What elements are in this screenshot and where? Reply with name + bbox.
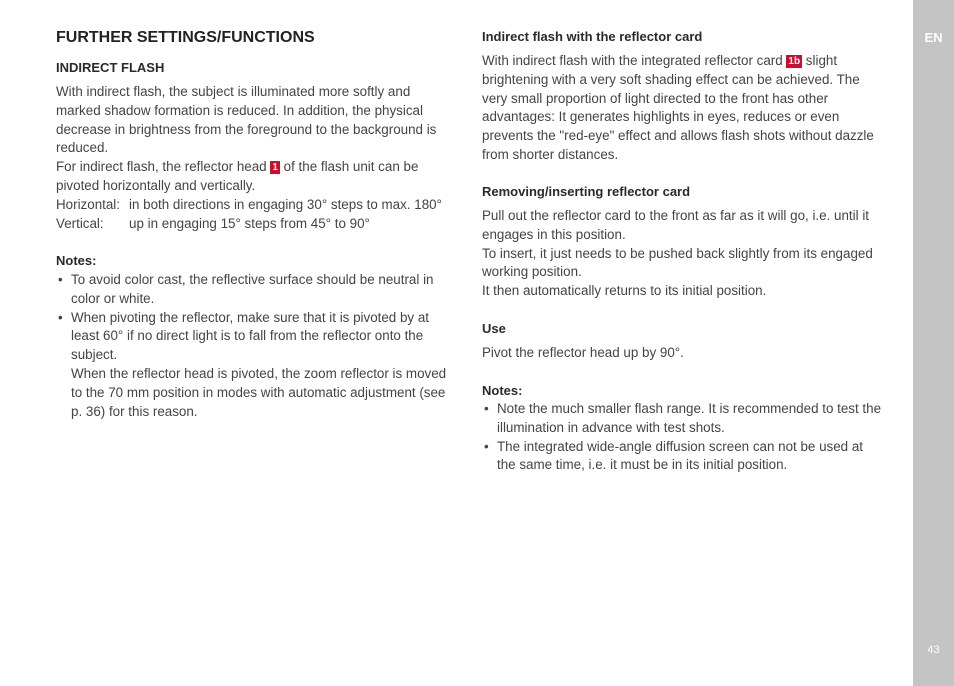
horizontal-label: Horizontal: <box>56 197 121 212</box>
heading-removing: Removing/inserting reflector card <box>482 184 691 199</box>
page-number: 43 <box>927 644 940 656</box>
use-paragraph: Pivot the reflector head up by 90°. <box>482 345 684 360</box>
notes-list <box>482 400 882 475</box>
language-sidebar <box>913 0 954 686</box>
text: For indirect flash, the reflector head <box>56 159 271 174</box>
notes-heading: Notes: <box>56 253 97 268</box>
vertical-label: Vertical: <box>56 215 104 231</box>
vertical-text: up in engaging 15° steps from 45° to 90° <box>129 215 370 231</box>
subheading-indirect-flash: INDIRECT FLASH <box>56 60 165 75</box>
language-tab[interactable]: EN <box>924 30 943 45</box>
notes-list <box>56 271 456 421</box>
horizontal-text: in both directions in engaging 30° steps to max. 180° <box>129 197 442 212</box>
text: slight brightening with a very soft shading effect can be achieved. The very small proportion of light directed to the front has other advantages: It generates highlights in eyes, reduces or even prevents the "red-eye" effect and allows flash shots without dazzle from shorter distances. <box>482 53 874 162</box>
callout-badge: 1 <box>272 162 278 173</box>
horizontal-row <box>56 196 456 215</box>
notes-heading: Notes: <box>482 383 523 398</box>
removing-paragraph: Pull out the reflector card to the front as far as it will go, i.e. until it engages in this position. To insert, it just needs to be pushed back slightly from its engaged working position. It then automatically returns to its initial position. <box>482 208 873 299</box>
list-item: • Note the much smaller flash range. It is recommended to test the illumination in advance with test shots. <box>482 400 882 438</box>
reflector-head-paragraph <box>56 158 456 196</box>
section-heading: FURTHER SETTINGS/FUNCTIONS <box>56 29 315 46</box>
reflector-card-paragraph <box>482 52 882 165</box>
intro-paragraph: With indirect flash, the subject is illuminated more softly and marked shadow formation is reduced. In addition, the physical decrease in brightness from the foreground to the background is reduced. <box>56 84 437 156</box>
text: With indirect flash with the integrated reflector card <box>482 53 787 68</box>
heading-use: Use <box>482 321 506 336</box>
list-item: • When pivoting the reflector, make sure that it is pivoted by at least 60° if no direct light is to fall from the reflector onto the subject. When the reflector head is pivoted, the zoom reflector is moved to the 70 mm position in modes with automatic adjustment (see p. 36) for this reason. <box>56 309 456 422</box>
pivot-ranges <box>56 196 456 234</box>
callout-badge: 1b <box>788 56 801 67</box>
vertical-row <box>56 215 456 234</box>
list-item: • To avoid color cast, the reflective surface should be neutral in color or white. <box>56 271 456 309</box>
heading-reflector-card: Indirect flash with the reflector card <box>482 29 703 44</box>
list-item: • The integrated wide-angle diffusion screen can not be used at the same time, i.e. it must be in its initial position. <box>482 438 882 476</box>
text: of the flash unit can be pivoted horizontally and vertically. <box>56 159 419 193</box>
